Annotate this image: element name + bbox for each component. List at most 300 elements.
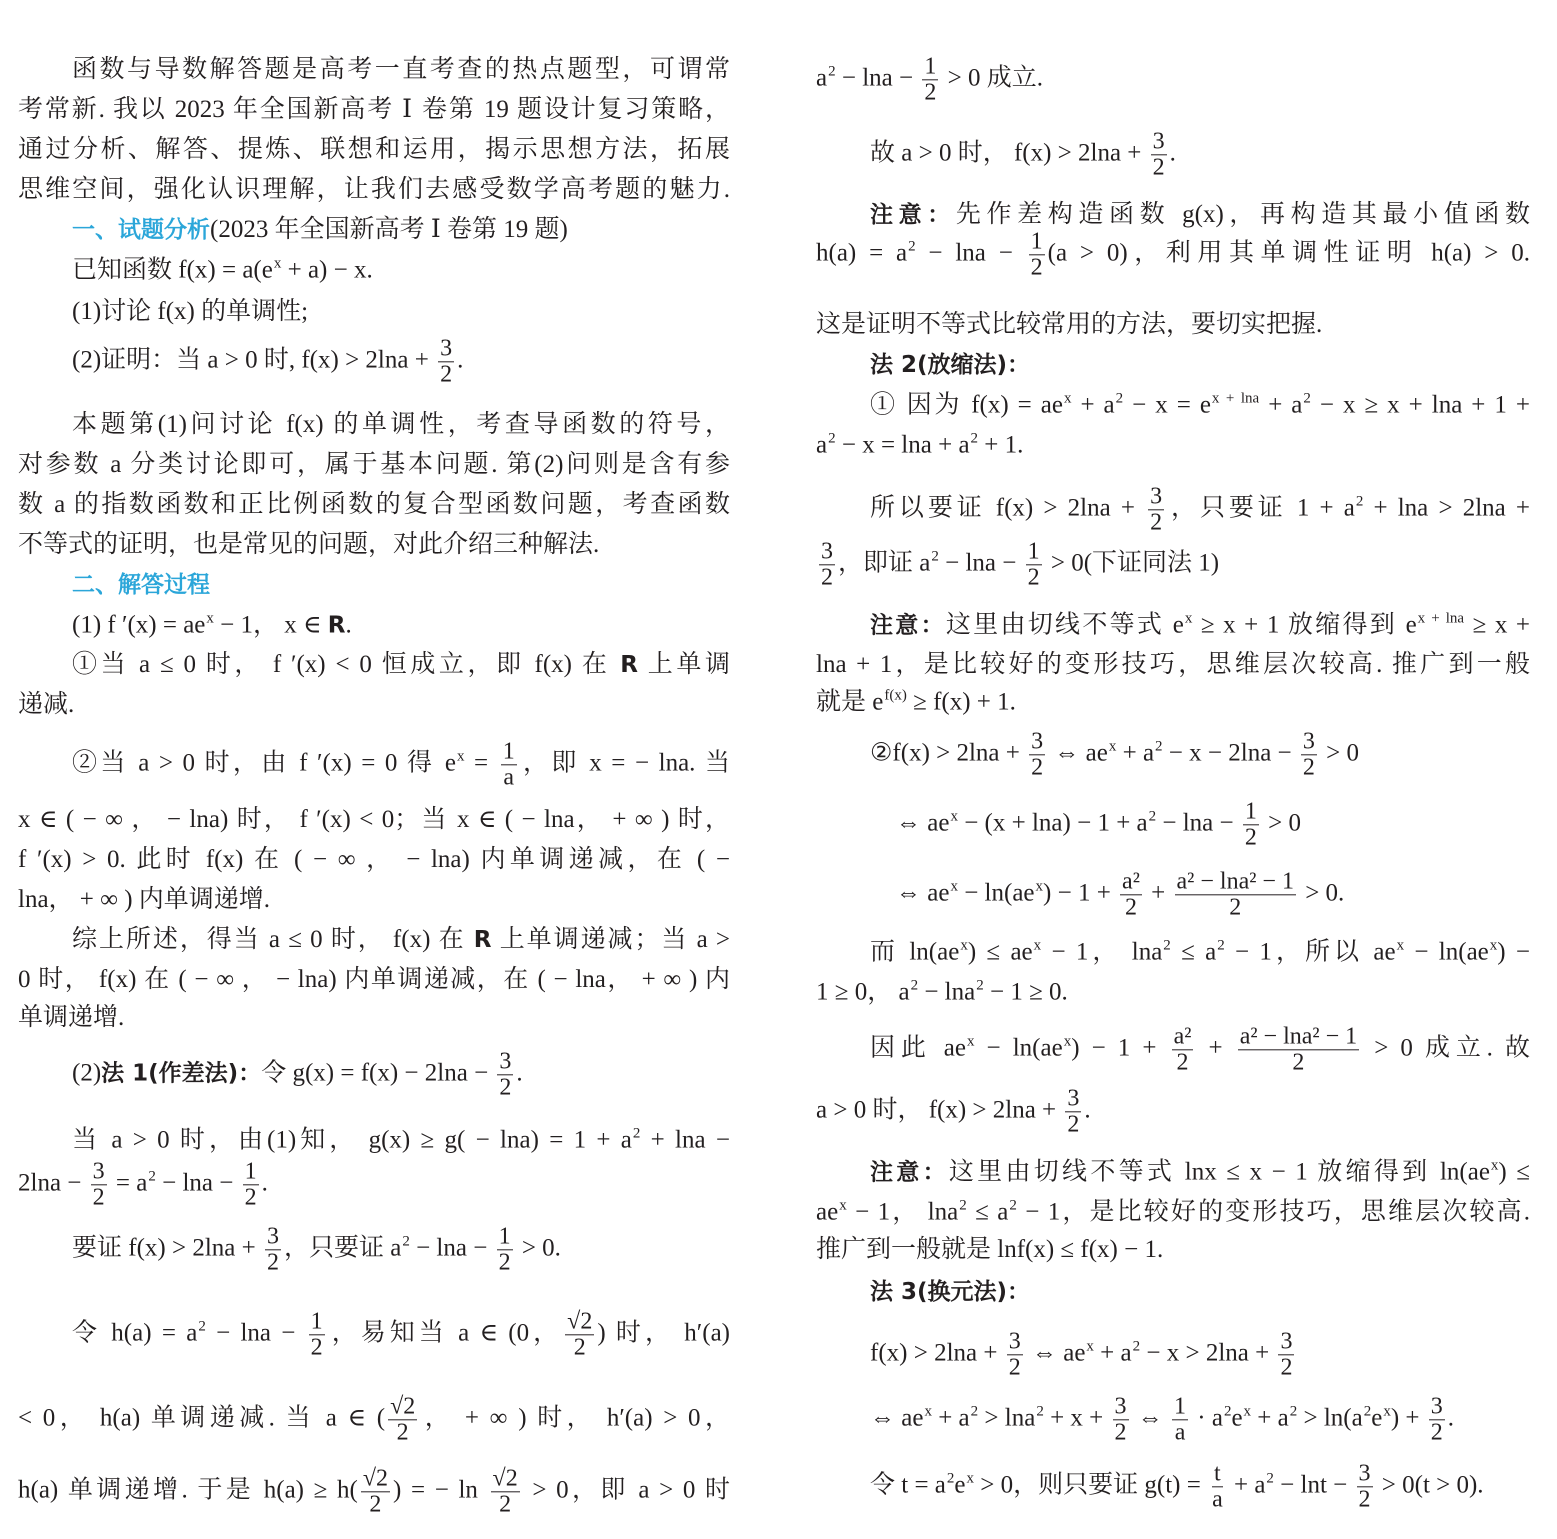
text-run: − x − 2lna − [1162, 739, 1298, 767]
text-line [18, 1394, 730, 1445]
fraction [91, 1159, 107, 1210]
text-run: . [1447, 1404, 1455, 1432]
text-run: ≤ a [966, 1198, 1009, 1226]
text-line [18, 450, 730, 480]
text-run: (1)讨论 f(x) 的单调性; [72, 298, 309, 325]
superscript: x [1184, 610, 1193, 627]
superscript: x [924, 1403, 932, 1420]
text-run: + [1144, 879, 1172, 907]
text-run: − lna − [915, 239, 1026, 267]
numerator: 3 [1031, 728, 1044, 755]
numerator: 3 [1430, 1393, 1443, 1420]
numerator: 1 [1027, 538, 1040, 565]
denominator: 2 [821, 564, 833, 591]
denominator: 2 [1027, 564, 1040, 591]
superscript: x [206, 610, 214, 627]
text-run: ≥ f(x) + 1. [906, 688, 1016, 716]
text-run: + a [1116, 739, 1155, 767]
text-run: − lna − [938, 549, 1023, 577]
bold-text: 法 3(换元法)： [870, 1279, 1031, 1305]
text-run: . [261, 1169, 268, 1197]
text-run: ae [816, 1198, 839, 1226]
text-run: 上单调递减；当 a > [491, 926, 730, 953]
text-line [816, 977, 1530, 1008]
denominator: 2 [310, 1334, 323, 1361]
text-line [18, 650, 730, 680]
numerator: 3 [821, 538, 833, 565]
numerator: 3 [1302, 728, 1315, 755]
fraction [1357, 1461, 1373, 1512]
text-run: ，易知当 a ∈ (0， [327, 1319, 563, 1347]
text-run: . [1084, 1096, 1091, 1124]
fraction [438, 336, 454, 387]
denominator: 2 [1124, 894, 1137, 921]
superscript: x [456, 748, 465, 765]
fraction [388, 1394, 417, 1445]
fraction [1029, 729, 1045, 780]
fraction [1065, 1086, 1081, 1137]
fraction [1026, 539, 1042, 590]
text-line [816, 1277, 1530, 1307]
fraction [309, 1309, 325, 1360]
text-run: − lnt − [1273, 1471, 1354, 1499]
fraction [922, 54, 938, 105]
text-line [816, 799, 1530, 850]
text-run: 先作差构造函数 g(x)，再构造其最小值函数 [955, 201, 1531, 228]
text-run: 不等式的证明，也是常见的问题，对此介绍三种解法. [18, 531, 600, 558]
text-run: ②当 a > 0 时，由 f ′(x) = 0 得 e [72, 749, 456, 777]
text-run: x ∈ ( − ∞ ， − lna) 时， f ′(x) < 0；当 x ∈ ( − lna， + ∞ ) 时， [18, 806, 730, 833]
text-run: ， + ∞ ) 时， h′(a) > 0， [420, 1404, 730, 1432]
text-run: ⇔ ae [1048, 739, 1108, 767]
text-run: < 0， h(a) 单调递减. 当 a ∈ ( [18, 1404, 386, 1432]
superscript: x [1489, 937, 1498, 954]
text-run: 而 ln(ae [870, 938, 960, 966]
superscript: 2 [1217, 937, 1225, 954]
text-line [816, 539, 1530, 590]
fraction [1210, 1461, 1225, 1512]
text-run: > 0 成立. 故 [1362, 1034, 1530, 1062]
text-run: 上单调 [637, 651, 730, 678]
denominator: 2 [499, 1491, 512, 1518]
superscript: 2 [908, 238, 916, 255]
text-run: − ln(ae [957, 879, 1035, 907]
text-line [18, 965, 730, 995]
text-run: ) − 1 + [1043, 879, 1118, 907]
fraction [565, 1309, 594, 1360]
text-run: + 1. [978, 431, 1024, 459]
text-run: lna + 1，是比较好的变形技巧，思维层次较高. 推广到一般 [816, 651, 1530, 678]
text-run: 通过分析、解答、提炼、联想和运用，揭示思想方法，拓展 [18, 136, 730, 163]
text-run: ⇔ ae [896, 879, 950, 907]
text-line [816, 430, 1530, 461]
superscript: 2 [148, 1168, 156, 1185]
denominator: 2 [396, 1419, 409, 1446]
text-run: ，即证 a [838, 549, 931, 577]
text-run: . [457, 346, 464, 374]
superscript: x [1243, 1403, 1252, 1420]
text-run: + a [1071, 391, 1115, 419]
text-line [816, 1461, 1530, 1512]
text-run: − ln(ae [974, 1034, 1063, 1062]
text-run: 要证 f(x) > 2lna + [72, 1234, 262, 1262]
text-run: . [516, 1059, 523, 1087]
fraction [497, 1049, 513, 1100]
text-run: 因此 ae [870, 1034, 966, 1062]
text-run: > 0 成立. [941, 64, 1043, 92]
denominator: 2 [1114, 1419, 1127, 1446]
superscript: x [273, 255, 282, 272]
text-line [816, 1197, 1530, 1228]
superscript: x [1086, 1338, 1094, 1355]
text-line [18, 490, 730, 520]
superscript: x + lna [1211, 390, 1260, 407]
text-line [18, 297, 730, 327]
text-run: ) − 1 + [1071, 1034, 1169, 1062]
numerator: a² − lna² − 1 [1176, 868, 1294, 895]
numerator: 1 [244, 1158, 257, 1185]
fraction [1238, 1024, 1359, 1075]
text-run: ⇔ ae [1025, 1339, 1086, 1367]
fraction [1301, 729, 1317, 780]
text-line [816, 610, 1530, 641]
denominator: 2 [1244, 824, 1257, 851]
text-line [18, 1224, 730, 1275]
text-line [816, 54, 1530, 105]
text-line [18, 1159, 730, 1210]
fraction [819, 539, 835, 590]
denominator: 2 [1150, 509, 1163, 536]
fraction [1029, 229, 1045, 280]
text-run: a [816, 431, 828, 459]
text-line [18, 410, 730, 440]
fraction [1120, 869, 1142, 920]
numerator: 3 [1008, 1328, 1021, 1355]
text-line [18, 1003, 730, 1033]
text-run: ②f(x) > 2lna + [870, 739, 1027, 767]
superscript: x [1490, 1157, 1499, 1174]
superscript: 2 [1115, 390, 1124, 407]
bold-text: R [620, 652, 638, 678]
superscript: 2 [828, 430, 836, 447]
superscript: 2 [1223, 1403, 1232, 1420]
text-run: (a > 0)，利用其单调性证明 h(a) > 0. [1047, 239, 1530, 267]
text-run: 数 a 的指数函数和正比例函数的复合型函数问题，考查函数 [18, 491, 730, 518]
text-run: > ln(a [1297, 1404, 1363, 1432]
denominator: 2 [266, 1249, 279, 1276]
superscript: 2 [1266, 1470, 1274, 1487]
numerator: 3 [1114, 1393, 1127, 1420]
fraction [1113, 1394, 1129, 1445]
text-run: + lna > 2lna + [1363, 494, 1530, 522]
fraction [1148, 484, 1164, 535]
text-run: . [345, 611, 352, 639]
denominator: 2 [1280, 1354, 1293, 1381]
text-line [18, 570, 730, 600]
text-run: + a [1093, 1339, 1132, 1367]
text-line [18, 845, 730, 875]
text-run: > 0(t > 0). [1375, 1471, 1484, 1499]
text-line [18, 55, 730, 85]
denominator: 2 [1030, 254, 1043, 281]
numerator: 1 [1244, 798, 1257, 825]
text-run: − lna − [835, 64, 920, 92]
text-line [816, 650, 1530, 680]
fraction [243, 1159, 259, 1210]
numerator: 1 [310, 1308, 323, 1335]
text-line [816, 1157, 1530, 1188]
text-run: − lna − [155, 1169, 240, 1197]
text-run: = a [109, 1169, 148, 1197]
text-run: 0 时， f(x) 在 ( − ∞ ， − lna) 内单调递减，在 ( − lna， + ∞ ) 内 [18, 966, 730, 993]
superscript: x [1033, 937, 1042, 954]
superscript: x [950, 808, 958, 825]
superscript: 2 [976, 977, 984, 994]
fraction [491, 1466, 520, 1517]
text-run: ① 因为 f(x) = ae [870, 391, 1063, 419]
text-run: − 1， x ∈ [213, 611, 328, 639]
text-run: > 0，则只要证 g(t) = [974, 1471, 1208, 1499]
text-run: ⇔ ae [870, 1404, 924, 1432]
numerator: a² [1173, 1023, 1192, 1050]
superscript: 2 [198, 1318, 206, 1335]
numerator: √2 [567, 1308, 593, 1335]
numerator: √2 [362, 1465, 388, 1492]
text-run: 2lna − [18, 1169, 88, 1197]
text-run: > 0. [1298, 879, 1345, 907]
text-run: 所以要证 f(x) > 2lna + [870, 494, 1146, 522]
text-line [816, 229, 1530, 280]
text-run: f(x) > 2lna + [870, 1339, 1004, 1367]
text-line [816, 729, 1530, 780]
text-line [18, 1309, 730, 1360]
text-run: − 1 ≥ 0. [983, 978, 1068, 1006]
text-run: ) ≤ [1498, 1158, 1531, 1186]
fraction [501, 739, 517, 790]
bold-text: 法 2(放缩法)： [870, 352, 1031, 378]
text-run: a > 0 时， f(x) > 2lna + [816, 1096, 1063, 1124]
bold-text: 注意： [870, 612, 946, 639]
text-line [816, 390, 1530, 421]
text-run: e [1231, 1404, 1243, 1432]
superscript: 2 [970, 1403, 979, 1420]
text-run: + x + [1043, 1404, 1110, 1432]
text-line [18, 135, 730, 165]
numerator: a² − lna² − 1 [1239, 1023, 1358, 1050]
text-run: e [954, 1471, 966, 1499]
superscript: 2 [910, 977, 919, 994]
superscript: 2 [1148, 808, 1157, 825]
left-column [18, 0, 730, 1539]
numerator: 3 [1150, 483, 1163, 510]
text-run: (2)证明：当 a > 0 时, f(x) > 2lna + [72, 346, 436, 374]
right-column [816, 0, 1530, 1539]
text-run: + a [1251, 1404, 1289, 1432]
text-run: lna， + ∞ ) 内单调递增. [18, 886, 271, 913]
numerator: 1 [498, 1223, 511, 1250]
superscript: 2 [1132, 1338, 1141, 1355]
text-line [18, 1125, 730, 1156]
text-run: 思维空间，强化认识理解，让我们去感受数学高考题的魅力. [18, 176, 730, 203]
superscript: x [1035, 878, 1044, 895]
fraction [1175, 869, 1296, 920]
text-run: − ln(ae [1404, 938, 1489, 966]
text-line [816, 484, 1530, 535]
text-line [18, 1466, 730, 1517]
superscript: x [1383, 1403, 1391, 1420]
superscript: 2 [959, 1197, 967, 1214]
denominator: 2 [369, 1491, 382, 1518]
numerator: 1 [1174, 1393, 1187, 1420]
fraction [1172, 1024, 1194, 1075]
text-run: ) + [1390, 1404, 1426, 1432]
text-line [18, 95, 730, 125]
fraction [361, 1466, 390, 1517]
text-run: − (x + lna) − 1 + a [957, 809, 1148, 837]
text-run: ≤ a [1170, 938, 1217, 966]
text-run: = [464, 749, 498, 777]
text-run: − lna [918, 978, 976, 1006]
fraction [1007, 1329, 1023, 1380]
text-run: ) = − ln [393, 1476, 488, 1504]
text-line [18, 885, 730, 915]
section-heading: 二、解答过程 [72, 572, 210, 598]
superscript: 2 [946, 1470, 955, 1487]
text-run: > 0 [1261, 809, 1301, 837]
text-run: > 0(下证同法 1) [1044, 549, 1220, 577]
denominator: 2 [924, 79, 937, 106]
text-run: h(a) = a [816, 239, 908, 267]
text-run: a [816, 64, 828, 92]
denominator: 2 [1008, 1354, 1021, 1381]
text-run: 令 t = a [870, 1471, 946, 1499]
text-line [18, 805, 730, 835]
fraction [1278, 1329, 1294, 1380]
denominator: 2 [92, 1184, 105, 1211]
text-run: + a) − x. [281, 256, 373, 284]
denominator: 2 [1430, 1419, 1443, 1446]
text-run: 令 g(x) = f(x) − 2lna − [261, 1059, 495, 1087]
superscript: 2 [1009, 1197, 1017, 1214]
superscript: 2 [1355, 493, 1364, 510]
text-run: (1) f ′(x) = ae [72, 611, 206, 639]
text-run: + lna − [640, 1126, 730, 1154]
text-run: ，即 x = − lna. 当 [519, 749, 730, 777]
superscript: x + lna [1417, 610, 1465, 627]
denominator: 2 [1152, 154, 1165, 181]
text-run: − 1， lna [1041, 938, 1163, 966]
text-line [816, 1086, 1530, 1137]
denominator: 2 [244, 1184, 257, 1211]
text-run: + [1196, 1034, 1235, 1062]
text-run: 本题第(1)问讨论 f(x) 的单调性，考查导函数的符号， [72, 411, 730, 438]
numerator: 1 [924, 53, 937, 80]
superscript: 2 [970, 430, 979, 447]
text-line [816, 1329, 1530, 1380]
text-run: 函数与导数解答题是高考一直考查的热点题型，可谓常 [72, 56, 730, 83]
text-run: − x ≥ x + lna + 1 + [1310, 391, 1530, 419]
superscript: x [1063, 390, 1072, 407]
numerator: 3 [499, 1048, 512, 1075]
superscript: x [1396, 937, 1405, 954]
numerator: √2 [492, 1465, 518, 1492]
text-line [18, 215, 730, 245]
superscript: 2 [1036, 1403, 1044, 1420]
text-run: ) ≤ ae [967, 938, 1033, 966]
text-run: + a [1227, 1471, 1266, 1499]
text-run: ，只要证 1 + a [1167, 494, 1355, 522]
denominator: 2 [1358, 1486, 1371, 1513]
bold-text: R [473, 927, 492, 953]
text-run: 考常新. 我以 2023 年全国新高考 Ⅰ 卷第 19 题设计复习策略， [18, 96, 730, 123]
text-line [816, 1394, 1530, 1445]
text-run: 就是 e [816, 688, 884, 716]
numerator: 3 [1152, 128, 1165, 155]
denominator: 2 [440, 361, 453, 388]
bold-text: 法 1(作差法)： [101, 1060, 262, 1087]
text-line [816, 200, 1530, 230]
numerator: a² [1122, 868, 1140, 895]
text-run: 递减. [18, 691, 75, 718]
superscript: x [966, 1033, 975, 1050]
text-run: + a [931, 1404, 970, 1432]
superscript: 2 [931, 548, 939, 565]
text-run: − lna − [205, 1319, 306, 1347]
text-run: 这里由切线不等式 lnx ≤ x − 1 放缩得到 ln(ae [948, 1158, 1490, 1186]
numerator: 3 [1358, 1460, 1371, 1487]
denominator: 2 [1229, 894, 1242, 921]
text-run: > 0 [1319, 739, 1359, 767]
text-line [816, 937, 1530, 968]
text-run: ①当 a ≤ 0 时， f ′(x) < 0 恒成立，即 f(x) 在 [72, 651, 621, 678]
numerator: 3 [440, 335, 453, 362]
numerator: 1 [502, 738, 515, 765]
text-run: (2) [72, 1059, 102, 1087]
text-line [816, 1024, 1530, 1075]
denominator: 2 [1067, 1111, 1080, 1138]
superscript: 2 [1289, 1403, 1298, 1420]
text-run: e [1371, 1404, 1383, 1432]
text-run: > 0，即 a > 0 时 [522, 1476, 730, 1504]
text-run: 令 h(a) = a [72, 1319, 198, 1347]
text-run: 这里由切线不等式 e [945, 611, 1184, 639]
numerator: 3 [92, 1158, 105, 1185]
text-line [816, 350, 1530, 380]
text-run: + a [1259, 391, 1303, 419]
text-run: 故 a > 0 时， f(x) > 2lna + [870, 139, 1148, 167]
numerator: 3 [1280, 1328, 1293, 1355]
fraction [265, 1224, 281, 1275]
text-run: ⇔ [1131, 1404, 1170, 1432]
text-run: . [1169, 139, 1176, 167]
superscript: 2 [1163, 937, 1171, 954]
denominator: a [1212, 1486, 1223, 1513]
text-run: 综上所述，得当 a ≤ 0 时， f(x) 在 [72, 926, 474, 953]
fraction [1243, 799, 1259, 850]
denominator: a [503, 764, 515, 791]
text-line [816, 869, 1530, 920]
text-line [18, 925, 730, 955]
superscript: x [950, 878, 958, 895]
text-run: − lna − [409, 1234, 494, 1262]
text-run: ⇔ ae [896, 809, 950, 837]
text-run: 这是证明不等式比较常用的方法，要切实把握. [816, 311, 1323, 338]
text-run: ) 时， h′(a) [597, 1319, 730, 1347]
text-run: > 0. [515, 1234, 561, 1262]
denominator: a [1174, 1419, 1186, 1446]
denominator: 2 [1176, 1049, 1189, 1076]
text-run: − x = e [1123, 391, 1211, 419]
